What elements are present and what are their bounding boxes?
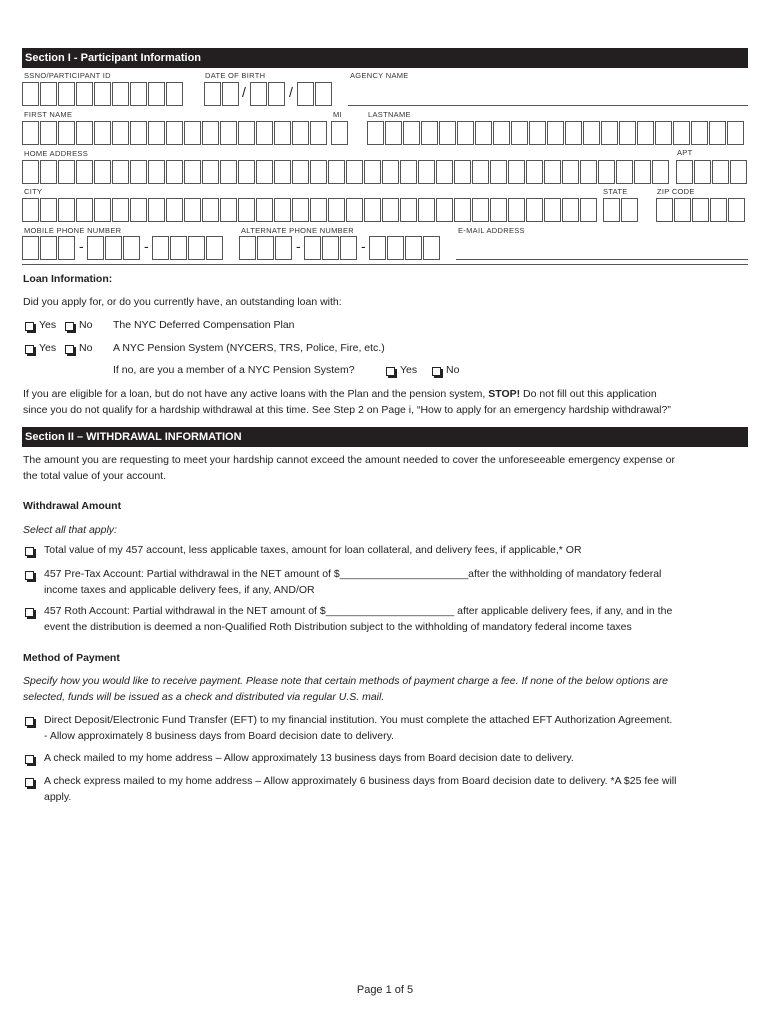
no-label: No [79, 342, 93, 354]
roth-partial-checkbox[interactable] [25, 608, 34, 617]
select-all-label: Select all that apply: [23, 524, 117, 536]
withdrawal-option-pretax-line2: income taxes and applicable delivery fees, if any, AND/OR [44, 584, 315, 596]
yes-label: Yes [400, 364, 418, 376]
pension-loan-no-checkbox[interactable] [65, 345, 74, 354]
loan-notice-part1: If you are eligible for a loan, but do not have any active loans with the Plan and the pension system, [23, 388, 486, 400]
pension-member-yes-checkbox[interactable] [386, 367, 395, 376]
withdrawal-option-total: Total value of my 457 account, less applicable taxes, amount for loan collateral, and delivery fees, if applicable,* OR [44, 544, 582, 556]
mobile-line-input[interactable] [152, 236, 224, 260]
first-name-label: FIRST NAME [24, 110, 73, 119]
home-address-label: HOME ADDRESS [24, 149, 89, 158]
loan-question: Did you apply for, or do you currently have, an outstanding loan with: [23, 296, 342, 308]
divider [22, 264, 748, 265]
mobile-prefix-input[interactable] [87, 236, 141, 260]
payment-option-eft: Direct Deposit/Electronic Fund Transfer (EFT) to my financial institution. You must complete the attached EFT Authorization Agreement. [44, 714, 673, 726]
stop-text: STOP! [488, 388, 521, 400]
ssno-input[interactable] [22, 82, 184, 106]
payment-option-express: A check express mailed to my home address – Allow approximately 6 business days from Board decision date to delivery. *A $25 fee will [44, 775, 677, 787]
city-input[interactable] [22, 198, 598, 222]
eft-checkbox[interactable] [25, 717, 34, 726]
zip-input[interactable] [656, 198, 746, 222]
deferred-comp-yes-checkbox[interactable] [25, 322, 34, 331]
phone-separator: - [361, 238, 366, 254]
section-1-header: Section I - Participant Information [22, 48, 748, 68]
pension-loan-yes-checkbox[interactable] [25, 345, 34, 354]
email-input[interactable] [456, 259, 748, 260]
alt-line-input[interactable] [369, 236, 441, 260]
pension-system-label: A NYC Pension System (NYCERS, TRS, Police, Fire, etc.) [113, 342, 385, 354]
date-separator: / [289, 84, 293, 100]
no-label: No [446, 364, 460, 376]
express-mail-checkbox[interactable] [25, 778, 34, 787]
alternate-phone-label: ALTERNATE PHONE NUMBER [241, 226, 355, 235]
agency-input[interactable] [348, 105, 748, 106]
alt-area-code-input[interactable] [239, 236, 293, 260]
state-label: STATE [603, 187, 628, 196]
ssno-label: SSNO/PARTICIPANT ID [24, 71, 111, 80]
last-name-label: LASTNAME [368, 110, 411, 119]
state-input[interactable] [603, 198, 639, 222]
mobile-area-code-input[interactable] [22, 236, 76, 260]
phone-separator: - [296, 238, 301, 254]
pension-member-no-checkbox[interactable] [432, 367, 441, 376]
deferred-comp-label: The NYC Deferred Compensation Plan [113, 319, 295, 331]
city-label: CITY [24, 187, 43, 196]
withdrawal-option-pretax: 457 Pre-Tax Account: Partial withdrawal in the NET amount of $______________________after the withholding of mandatory federal [44, 568, 662, 580]
agency-label: AGENCY NAME [350, 71, 409, 80]
payment-option-check: A check mailed to my home address – Allow approximately 13 business days from Board decision date to delivery. [44, 752, 574, 764]
no-label: No [79, 319, 93, 331]
withdrawal-option-roth: 457 Roth Account: Partial withdrawal in the NET amount of $______________________ after applicable delivery fees, if any, and in the [44, 605, 673, 617]
dob-year-input[interactable] [297, 82, 333, 106]
mi-label: MI [333, 110, 342, 119]
dob-day-input[interactable] [250, 82, 286, 106]
payment-option-eft-line2: - Allow approximately 8 business days from Board decision date to delivery. [44, 730, 394, 742]
alt-prefix-input[interactable] [304, 236, 358, 260]
total-value-checkbox[interactable] [25, 547, 34, 556]
mi-input[interactable] [331, 121, 349, 145]
apt-input[interactable] [676, 160, 748, 184]
pension-member-question: If no, are you a member of a NYC Pension System? [113, 364, 355, 376]
loan-notice [23, 387, 657, 403]
first-name-input[interactable] [22, 121, 328, 145]
phone-separator: - [144, 238, 149, 254]
payment-intro-line1: Specify how you would like to receive payment. Please note that certain methods of payment charge a fee. If none of the below options are [23, 675, 668, 687]
loan-heading: Loan Information: [23, 273, 113, 285]
dob-month-input[interactable] [204, 82, 240, 106]
phone-separator: - [79, 238, 84, 254]
zip-label: ZIP CODE [657, 187, 695, 196]
date-separator: / [242, 84, 246, 100]
apt-label: APT [677, 148, 693, 157]
yes-label: Yes [39, 319, 57, 331]
yes-label: Yes [39, 342, 57, 354]
home-address-input[interactable] [22, 160, 670, 184]
section2-intro-line1: The amount you are requesting to meet your hardship cannot exceed the amount needed to cover the unforeseeable emergency expense or [23, 454, 675, 466]
payment-option-express-line2: apply. [44, 791, 72, 803]
withdrawal-option-roth-line2: event the distribution is deemed a non-Qualified Roth Distribution subject to the withholding of mandatory federal income taxes [44, 621, 632, 633]
withdrawal-amount-heading: Withdrawal Amount [23, 500, 122, 512]
email-label: E-MAIL ADDRESS [458, 226, 525, 235]
payment-intro-line2: selected, funds will be issued as a check and distributed via regular U.S. mail. [23, 691, 385, 703]
section-2-header: Section II – WITHDRAWAL INFORMATION [22, 427, 748, 447]
loan-notice-line2: since you do not qualify for a hardship withdrawal at this time. See Step 2 on Page i, “How to apply for an emergency hardship withdrawal?” [23, 404, 671, 416]
last-name-input[interactable] [367, 121, 745, 145]
mobile-phone-label: MOBILE PHONE NUMBER [24, 226, 122, 235]
deferred-comp-no-checkbox[interactable] [65, 322, 74, 331]
dob-label: DATE OF BIRTH [205, 71, 266, 80]
pretax-partial-checkbox[interactable] [25, 571, 34, 580]
loan-notice-part2: Do not fill out this application [523, 388, 657, 400]
page-number: Page 1 of 5 [356, 984, 414, 996]
check-mail-checkbox[interactable] [25, 755, 34, 764]
section2-intro-line2: the total value of your account. [23, 470, 167, 482]
method-of-payment-heading: Method of Payment [23, 652, 120, 664]
